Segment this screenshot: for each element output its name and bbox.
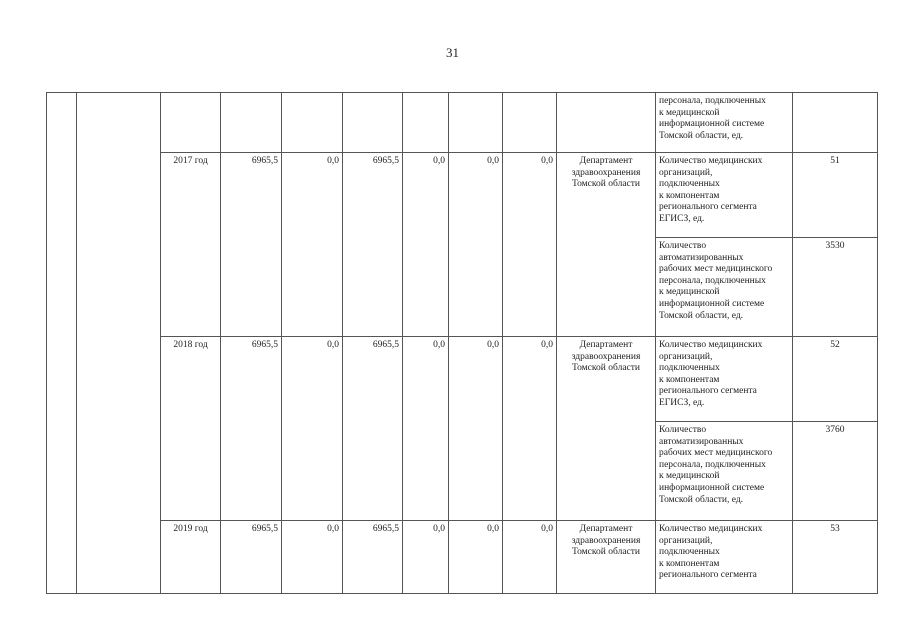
indicator-value: 3760	[793, 422, 878, 521]
empty-cell	[343, 93, 403, 153]
value-cell: 6965,5	[343, 521, 403, 594]
table-row	[47, 153, 878, 238]
value-cell: 6965,5	[221, 153, 282, 337]
value-cell: 6965,5	[221, 337, 282, 521]
indicator-cell	[656, 422, 793, 521]
indicator-value: 53	[793, 521, 878, 594]
value-cell: 0,0	[403, 337, 449, 521]
indicator-cell	[656, 93, 793, 153]
department-cell: Департамент здравоохранения Томской области	[557, 337, 656, 521]
page-number: 31	[446, 45, 459, 60]
indicator-cell	[656, 521, 793, 594]
value-cell: 0,0	[449, 337, 503, 521]
empty-cell	[77, 93, 161, 594]
indicator-value: 51	[793, 153, 878, 238]
empty-cell	[403, 93, 449, 153]
value-cell: 0,0	[403, 153, 449, 337]
department-cell: Департамент здравоохранения Томской области	[557, 521, 656, 594]
year-cell: 2018 год	[161, 337, 221, 521]
department-cell: Департамент здравоохранения Томской области	[557, 153, 656, 337]
indicator-text: Количество автоматизированных рабочих мест медицинского персонала, подключенных к медицинской информационной системе Томской области, ед.	[659, 425, 773, 505]
empty-cell	[161, 93, 221, 153]
value-cell: 0,0	[282, 337, 343, 521]
value-cell: 0,0	[449, 153, 503, 337]
indicator-text: персонала, подключенных к медицинской информационной системе Томской области, ед.	[659, 96, 766, 141]
empty-cell	[221, 93, 282, 153]
program-table	[46, 92, 878, 594]
indicator-cell	[656, 153, 793, 238]
empty-cell	[47, 93, 77, 594]
table-row	[47, 337, 878, 422]
table-row	[47, 93, 878, 153]
indicator-cell	[656, 238, 793, 337]
value-cell: 0,0	[503, 153, 557, 337]
value-cell: 0,0	[282, 153, 343, 337]
year-cell: 2019 год	[161, 521, 221, 594]
empty-cell	[793, 93, 878, 153]
value-cell: 6965,5	[343, 337, 403, 521]
value-cell: 0,0	[449, 521, 503, 594]
value-cell: 0,0	[503, 337, 557, 521]
indicator-text: Количество медицинских организаций, подключенных к компонентам регионального сегмента ЕГИСЗ, ед.	[659, 340, 763, 408]
value-cell: 6965,5	[343, 153, 403, 337]
empty-cell	[282, 93, 343, 153]
value-cell: 6965,5	[221, 521, 282, 594]
indicator-text: Количество автоматизированных рабочих мест медицинского персонала, подключенных к медицинской информационной системе Томской области, ед.	[659, 241, 773, 321]
empty-cell	[557, 93, 656, 153]
value-cell: 0,0	[282, 521, 343, 594]
empty-cell	[503, 93, 557, 153]
empty-cell	[449, 93, 503, 153]
value-cell: 0,0	[403, 521, 449, 594]
table-row	[47, 521, 878, 594]
indicator-text: Количество медицинских организаций, подключенных к компонентам регионального сегмента	[659, 524, 763, 581]
year-cell: 2017 год	[161, 153, 221, 337]
value-cell: 0,0	[503, 521, 557, 594]
indicator-text: Количество медицинских организаций, подключенных к компонентам регионального сегмента ЕГИСЗ, ед.	[659, 156, 763, 224]
indicator-cell	[656, 337, 793, 422]
indicator-value: 52	[793, 337, 878, 422]
indicator-value: 3530	[793, 238, 878, 337]
